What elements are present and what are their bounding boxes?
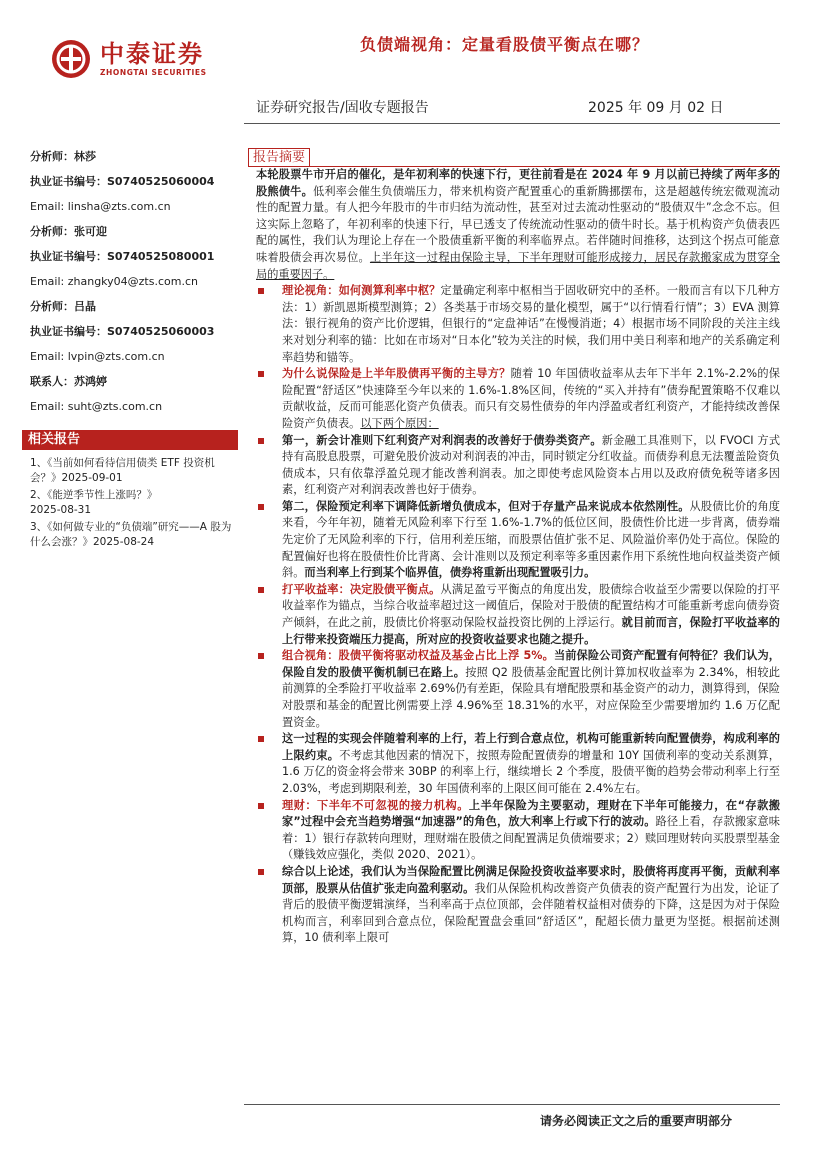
email-label: Email: xyxy=(30,200,65,213)
contact-email-link[interactable]: suht@zts.com.cn xyxy=(67,400,163,413)
email-label: Email: xyxy=(30,400,65,413)
cert-label: 执业证书编号： xyxy=(30,325,107,338)
related-reports-heading: 相关报告 xyxy=(22,430,238,450)
bullet-square-icon xyxy=(258,438,264,444)
item-bold: 上半年保险为主要驱动，理财在下半年可能接力，在“存款搬家”过程中会充当趋势增强“加速器”的角色，放大利率上行或下行的波动。 xyxy=(282,798,780,829)
item-text: 从满足盈亏平衡点的角度出发，股债综合收益至少需要以保险的打平收益率作为锚点，当综合收益率超过这一阈值后，保险对于股债的配置结构才可能重新考虑向债券资产倾斜，在此之前，股债比价将驱动保险权益投资比例的上浮运行。 xyxy=(282,582,780,630)
item-heading: 打平收益率：决定股债平衡点。 xyxy=(282,582,441,596)
item-heading: 组合视角：股债平衡将驱动权益及基金占比上浮 5%。 xyxy=(282,649,554,663)
item-text: 路径上看，存款搬家意味着：1）银行存款转向理财，理财端在股债之间配置满足负债端要求；2）赎回理财转向买股票型基金（赚钱效应强化，类似 2020、2021）。 xyxy=(282,815,780,862)
analyst-card xyxy=(30,150,236,214)
intro-paragraph xyxy=(256,167,780,283)
analyst-card xyxy=(30,225,236,289)
item-text: 我们从保险机构改善资产负债表的资产配置行为出发，论证了背后的股债平衡逻辑演绎，当利率高于点位顶部，会伴随着权益相对债券的下降，这是因为对于保险机构而言，利率回到合意点位，保险配置盘会重回“舒适区”，配超长债力量更为坚挺。根据前述测算，10 债利率上限可 xyxy=(282,881,780,945)
summary-item xyxy=(256,648,780,731)
footer-divider xyxy=(244,1104,780,1105)
contact-card xyxy=(30,375,236,414)
cert-number: S0740525060004 xyxy=(107,175,215,188)
contact-name: 苏鸿婷 xyxy=(74,375,107,388)
item-heading: 为什么说保险是上半年股债再平衡的主导方？ xyxy=(282,367,511,381)
bullet-square-icon xyxy=(258,371,264,377)
item-bold: 这一过程的实现会伴随着利率的上行，若上行到合意点位，机构可能重新转向配置债券，构成利率的上限约束。 xyxy=(282,732,780,762)
summary-item xyxy=(256,433,780,499)
brand-name-en: ZHONGTAI SECURITIES xyxy=(100,68,207,77)
item-text: 不考虑其他因素的情况下，按照寿险配置债券的增量和 10Y 国债利率的变动关系测算，1.6 万亿的资金将会带来 30BP 的利率上行，继续增长 2 个季度，股债平衡的趋势会带动利率上行至 2.03%，考虑到期限利差，30 年国债利率的上限区间可能在 2.4%左右。 xyxy=(282,748,780,795)
cert-number: S0740525080001 xyxy=(107,250,215,263)
bullet-square-icon xyxy=(258,736,264,742)
summary-heading: 报告摘要 xyxy=(248,148,310,167)
item-text: 定量确定利率中枢相当于固收研究中的圣杯。一般而言有以下几种方法：1）新凯恩斯模型测算；2）各类基于市场交易的量化模型，属于“以行情看行情”；3）EVA 测算法：银行视角的资产比价逻辑，但银行的“定盘神话”在慢慢消逝；4）根据市场不同阶段的关注主线来对划分利率的锚：比如在市场对“日本化”较为关注的时候，我们用中美日利率和地产的关系确定利率趋势和锚等。 xyxy=(282,284,780,364)
intro-underline: 上半年这一过程由保险主导，下半年理财可能形成接力，居民存款搬家成为贯穿全局的重要因子。 xyxy=(256,250,780,281)
related-report-title: 1、《当前如何看待信用债类 ETF 投资机会？》 xyxy=(30,457,215,484)
brand-name: 中泰证券 xyxy=(100,40,204,68)
contact-role-label: 联系人： xyxy=(30,375,74,388)
summary-item xyxy=(256,798,780,864)
intro-text: 低利率会催生负债端压力，带来机构资产配置重心的重新腾挪摆布，这是超越传统宏微观流动性的配置力量。有人把今年股市的牛市归结为流动性，甚至对过去流动性驱动的“股债双牛”念念不忘。但这实际上忽略了，年初利率的快速下行，早已透支了传统流动性驱动的债牛时长。基于机构资产负债表匹配的属性，我们认为理论上存在一个股债重新平衡的利率临界点。若伴随时间推移，达到这个拐点可能意味着股债会再次易位。 xyxy=(256,184,780,264)
summary-heading-bar xyxy=(248,146,780,167)
bullet-square-icon xyxy=(258,587,264,593)
related-report-date: 2025-08-31 xyxy=(30,504,92,516)
item-text: 从股债比价的角度来看，今年年初，随着无风险利率下行至 1.6%-1.7%的低位区间，股债性价比进一步背离，债券端先定价了无风险利率的下行，信用利差压缩，而股票估值扩张不足、风险溢价率仍处于高位。保险的配置偏好也将在股债性价比背离、会计准则以及预定利率等多重因素作用下系统性地向权益类资产倾斜。 xyxy=(282,499,780,580)
analyst-role-label: 分析师： xyxy=(30,300,74,313)
analyst-email-link[interactable]: zhangky04@zts.com.cn xyxy=(67,275,198,288)
summary-item xyxy=(256,499,780,582)
cert-label: 执业证书编号： xyxy=(30,250,107,263)
related-report-date: 2025-08-24 xyxy=(93,536,155,548)
summary-body xyxy=(256,167,780,947)
related-reports-list xyxy=(30,456,236,552)
email-label: Email: xyxy=(30,275,65,288)
related-report-title: 2、《能逆季节性上涨吗？》 xyxy=(30,489,158,501)
intro-bold: 本轮股票牛市开启的催化，是年初利率的快速下行，更往前看是在 2024 年 9 月以前已持续了两年多的股熊债牛。 xyxy=(256,168,780,198)
item-bold: 综合以上论述，我们认为当保险配置比例满足保险投资收益率要求时，股债将再度再平衡，贡献利率顶部，股票从估值扩张走向盈利驱动。 xyxy=(282,864,780,895)
analyst-role-label: 分析师： xyxy=(30,225,74,238)
analyst-name: 林莎 xyxy=(74,150,96,163)
bullet-square-icon xyxy=(258,288,264,294)
bullet-square-icon xyxy=(258,504,264,510)
analyst-email-link[interactable]: linsha@zts.com.cn xyxy=(67,200,171,213)
report-title: 负债端视角：定量看股债平衡点在哪？ xyxy=(360,35,650,54)
cert-label: 执业证书编号： xyxy=(30,175,107,188)
related-report-link[interactable] xyxy=(30,456,236,486)
bullet-square-icon xyxy=(258,653,264,659)
item-text: 按照 Q2 股债基金配置比例计算加权收益率为 2.34%，相较此前测算的全季险打平收益率 2.69%仍有差距，保险具有增配股票和基金资产的动力，测算得到，保险对股票和基金的配置比例需要上浮 4.96%至 18.31%的水平，对应保险至少需要增加约 1.6 万亿配置资金。 xyxy=(282,665,780,729)
item-text: 随着 10 年国债收益率从去年下半年 2.1%-2.2%的保险配置“舒适区”快速降至今年以来的 1.6%-1.8%区间，传统的“买入并持有”债券配置策略不仅难以贡献收益，反而可能恶化资产负债表。而只有交易性债券的年内浮盈或者红利资产，才能持续改善保险资产负债表。 xyxy=(282,367,780,430)
report-type: 证券研究报告/固收专题报告 xyxy=(256,100,429,116)
item-bold: 第一，新会计准则下红利资产对利润表的改善好于债券类资产。 xyxy=(282,433,602,447)
item-bold-tail: 就目前而言，保险打平收益率的上行带来投资端压力提高，所对应的投资收益要求也随之提升。 xyxy=(282,616,780,646)
analyst-role-label: 分析师： xyxy=(30,150,74,163)
disclaimer-note: 请务必阅读正文之后的重要声明部分 xyxy=(540,1114,733,1128)
item-underline: 以下两个原因： xyxy=(360,416,439,430)
related-report-link[interactable] xyxy=(30,520,236,550)
related-report-link[interactable] xyxy=(30,488,236,518)
item-bold: 第二，保险预定利率下调降低新增负债成本，但对于存量产品来说成本依然刚性。 xyxy=(282,499,690,513)
summary-item xyxy=(256,864,780,947)
summary-item xyxy=(256,283,780,366)
brand-logo-icon xyxy=(52,40,90,78)
cert-number: S0740525060003 xyxy=(107,325,215,338)
bullet-square-icon xyxy=(258,869,264,875)
header-divider xyxy=(244,123,780,124)
item-heading: 理财：下半年不可忽视的接力机构。 xyxy=(282,798,469,812)
related-report-title: 3、《如何做专业的“负债端”研究——A 股为什么会涨？》 xyxy=(30,521,232,548)
analyst-email-link[interactable]: lvpin@zts.com.cn xyxy=(67,350,165,363)
analyst-name: 吕晶 xyxy=(74,300,96,313)
email-label: Email: xyxy=(30,350,65,363)
item-text: 新金融工具准则下，以 FVOCI 方式持有高股息股票，可避免股价波动对利润表的冲击，同时锁定分红收益。而债券利息无法覆盖险资负债成本，只有依靠浮盈兑现才能改善利润表。加之即使考虑风险资本占用以及政府债免税等诸多因素，红利资产对利润表改善也好于债券。 xyxy=(282,433,781,497)
summary-item xyxy=(256,582,780,648)
item-bold: 当前保险公司资产配置有何特征？我们认为，保险自发的股债平衡机制已在路上。 xyxy=(282,649,780,679)
related-report-date: 2025-09-01 xyxy=(61,472,123,484)
analyst-card xyxy=(30,300,236,364)
item-heading: 理论视角：如何测算利率中枢？ xyxy=(282,284,441,298)
item-bold-tail: 而当利率上行到某个临界值，债券将重新出现配置吸引力。 xyxy=(304,566,596,580)
bullet-square-icon xyxy=(258,803,264,809)
summary-item xyxy=(256,731,780,797)
analyst-panel xyxy=(30,150,236,425)
analyst-name: 张可迎 xyxy=(74,225,107,238)
summary-item xyxy=(256,366,780,432)
report-date: 2025 年 09 月 02 日 xyxy=(588,100,724,116)
